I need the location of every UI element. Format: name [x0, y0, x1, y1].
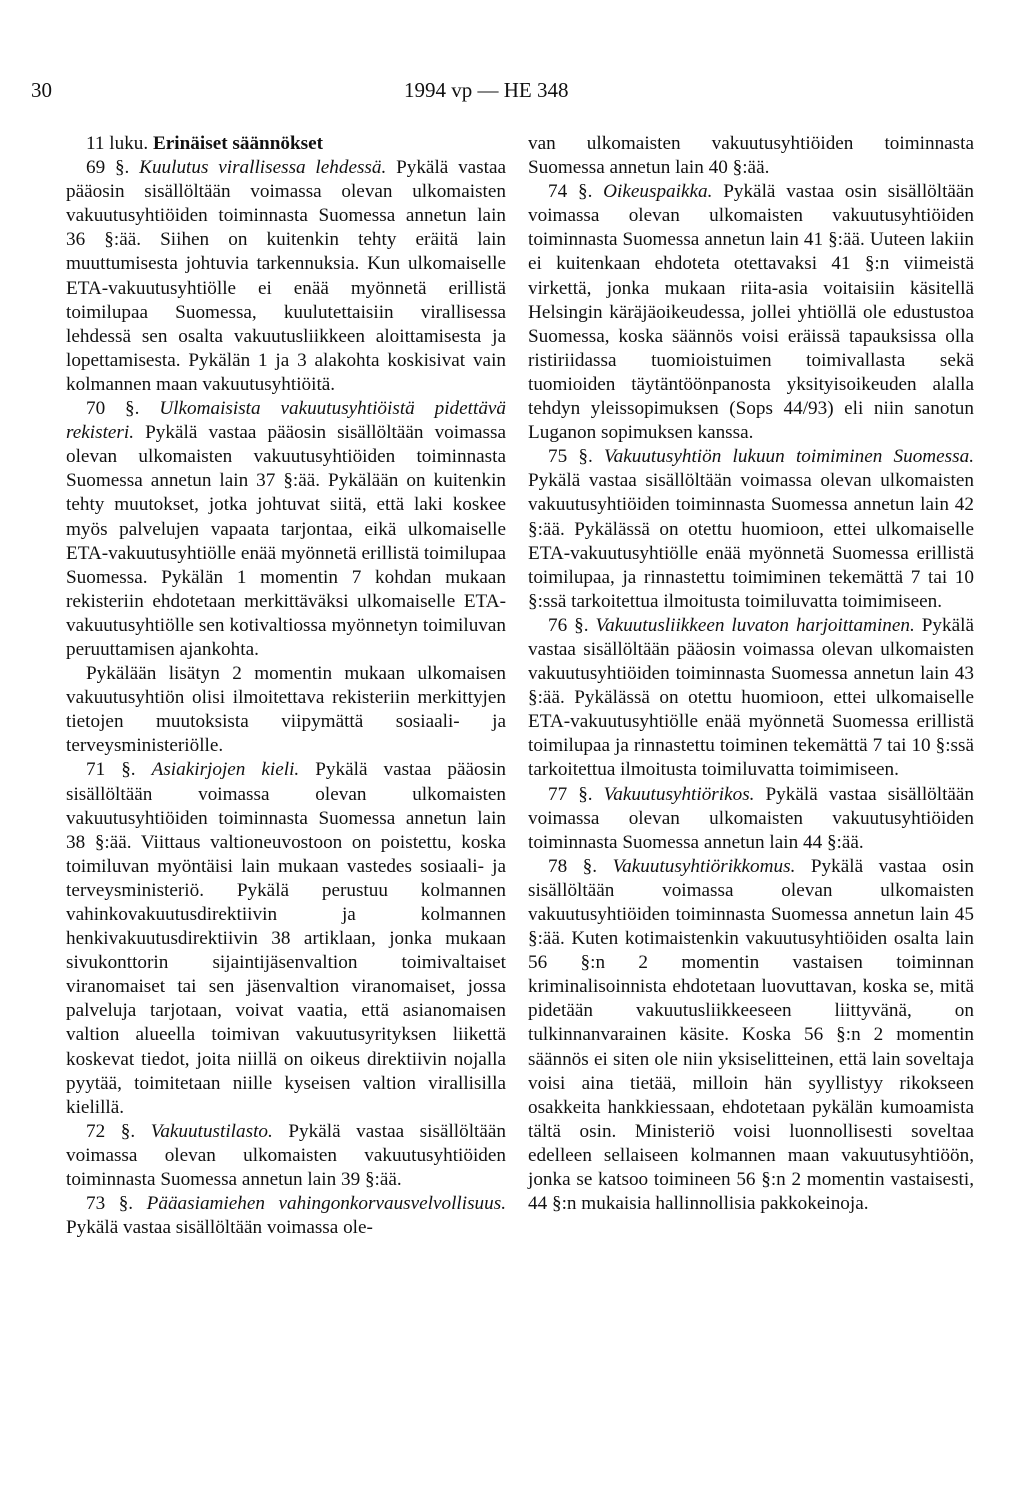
section-70 — [66, 397, 506, 662]
section-text: Pykälä vastaa pääosin sisällöltään voimassa olevan ulkomaisten vakuutusyhtiöiden toiminnasta Suomessa annetun lain 38 §:ää. Viittaus valtioneuvostoon on poistettu, koska toimiluvan myöntäisi lain mukaan vastedes sosiaali- ja terveysministeriö. Pykälä perustuu kolmannen vahinkovakuutusdirektiivin ja kolmannen henkivakuutusdirektiivin 38 artiklaan, jonka mukaan sivukonttorin sijaintijäsenvaltion toimivaltaiset viranomaiset tai sen jäsenvaltion viranomaiset, jossa palveluja tarjotaan, voivat vaatia, että asianomaisen valtion alueella toimivan vakuutusyrityksen liikettä koskevat tiedot, joita niillä on oikeus direktiivin nojalla pyytää, toimitetaan niille kyseisen valtion virallisilla kielillä. — [66, 759, 507, 1118]
section-title: Kuulutus virallisessa lehdessä. — [139, 157, 387, 179]
section-77 — [528, 783, 974, 855]
section-text: Pykälä vastaa sisällöltään voimassa olevan ulkomaisten vakuutusyhtiöiden toiminnasta Suomessa annetun lain 44 §:ää. — [528, 783, 975, 853]
section-number: 76 §. — [548, 614, 589, 636]
section-76 — [528, 614, 974, 783]
section-text: Pykälä vastaa pääosin sisällöltään voimassa olevan ulkomaisten vakuutusyhtiöiden toiminnasta Suomessa annetun lain 36 §:ää. Siihen on kuitenkin tehty eräitä lain muuttumisesta johtuvia tarkennuksia. Kun ulkomaiselle ETA-vakuutusyhtiölle ei enää myönnetä erillistä toimilupaa Suomessa, kuulutettaisiin virallisessa lehdessä sen osalta vakuutusliikkeen aloittamisesta ja lopettamisesta. Pykälän 1 ja 3 alakohta koskisivat vain kolmannen maan vakuutusyhtiöitä. — [66, 157, 507, 395]
section-75 — [528, 445, 974, 614]
section-text: Pykälä vastaa pääosin sisällöltään voimassa olevan ulkomaisten vakuutusyhtiöiden toiminnasta Suomessa annetun lain 37 §:ää. Pykälään on kuitenkin tehty muutokset, jotka johtuvat siitä, että laki koskee myös palvelujen vapaata tarjontaa, eikä ulkomaiselle ETA-vakuutusyhtiölle enää myönnetä erillistä toimilupaa Suomessa. Pykälän 1 momentin 7 kohdan mukaan rekisteriin ehdotetaan merkittäväksi ulkomaiselle ETA-vakuutusyhtiölle sen kotivaltiossa myönnetyn toimiluvan peruuttamisen ajankohta. — [66, 422, 506, 660]
section-title: Oikeuspaikka. — [603, 181, 713, 203]
section-text: Pykälä vastaa sisällöltään voimassa ole- — [66, 1217, 373, 1239]
section-text: Pykälä vastaa sisällöltään voimassa olevan ulkomaisten vakuutusyhtiöiden toiminnasta Suomessa annetun lain 39 §:ää. — [66, 1120, 507, 1191]
section-74 — [528, 180, 974, 445]
section-number: 75 §. — [548, 446, 593, 468]
section-number: 77 §. — [548, 783, 593, 805]
chapter-label: 11 luku. — [86, 133, 149, 154]
section-number: 73 §. — [86, 1193, 134, 1215]
section-title: Asiakirjojen kieli. — [151, 759, 300, 781]
section-title: Vakuutusyhtiörikkomus. — [612, 855, 796, 877]
section-71 — [66, 758, 506, 1119]
section-69 — [66, 156, 506, 397]
section-title: Vakuutusyhtiön lukuun toimiminen Suomessa. — [604, 446, 975, 468]
left-column — [66, 132, 506, 1240]
page-number: 30 — [31, 78, 52, 102]
section-73 — [66, 1192, 506, 1240]
section-title: Vakuutusyhtiörikos. — [603, 783, 755, 805]
section-number: 74 §. — [548, 181, 593, 203]
section-text: Pykälä vastaa sisällöltään voimassa olevan ulkomaisten vakuutusyhtiöiden toiminnasta Suomessa annetun lain 42 §:ää. Pykälässä on otettu huomioon, ettei ulkomaiselle ETA-vakuutusyhtiölle enää myönnetä Suomessa erillistä toimilupaa, ja rinnastettu toimiminen tekemättä 7 tai 10 §:ssä tarkoitettua ilmoitusta toimiluvatta toimimiseen. — [528, 470, 974, 612]
section-number: 72 §. — [86, 1120, 136, 1142]
section-text: Pykälä vastaa osin sisällöltään voimassa olevan ulkomaisten vakuutusyhtiöiden toiminnasta Suomessa annetun lain 45 §:ää. Kuten kotimaistenkin vakuutusyhtiöiden osalta lain 56 §:n 2 momentin vastaisen toiminnan kriminalisoinnista ehdotetaan luovuttavan, koska se, mitä pidetään vakuutusliikkeeseen liittyvänä, on tulkinnanvarainen käsite. Koska 56 §:n 2 momentin säännös ei siten ole niin yksiselitteinen, että lain soveltaja voisi aina tietää, milloin hän syyllistyy rikokseen osakkeita hankkiessaan, ehdotetaan pykälän kumoamista tältä osin. Ministeriö voisi luonnollisesti soveltaa edelleen sellaiseen kolmannen maan vakuutusyhtiöön, jonka se katsoo toimineen 56 §:n 2 momentin vastaisesti, 44 §:n mukaisia hallinnollisia pakkokeinoja. — [528, 855, 975, 1215]
section-title: Vakuutustilasto. — [150, 1120, 273, 1142]
section-number: 69 §. — [86, 157, 130, 179]
section-text: Pykälä vastaa sisällöltään pääosin voimassa olevan ulkomaisten vakuutusyhtiöiden toiminnasta Suomessa annetun lain 43 §:ää. Pykälässä on otettu huomioon, ettei ulkomaiselle ETA-vakuutusyhtiölle enää myönnetä Suomessa erillistä toimilupaa ja rinnastettu toiminen tekemättä 7 tai 10 §:ssä tarkoitettua ilmoitusta toimiluvatta toimimiseen. — [528, 614, 974, 781]
section-title: Vakuutusliikkeen luvaton harjoittaminen. — [595, 614, 915, 636]
section-number: 70 §. — [86, 398, 140, 420]
right-column — [528, 132, 974, 1216]
chapter-heading — [66, 132, 506, 156]
chapter-title: Erinäiset säännökset — [152, 133, 324, 154]
section-number: 71 §. — [86, 759, 136, 781]
section-72 — [66, 1120, 506, 1192]
running-title: 1994 vp — HE 348 — [404, 78, 569, 102]
section-number: 78 §. — [548, 855, 598, 877]
section-70-paragraph-2: Pykälään lisätyn 2 momentin mukaan ulkomaisen vakuutusyhtiön olisi ilmoitettava rekisteriin merkittyjen tietojen muutoksista viipymättä sosiaali- ja terveysministeriölle. — [66, 663, 506, 757]
section-text: Pykälä vastaa osin sisällöltään voimassa olevan ulkomaisten vakuutusyhtiöiden toiminnasta Suomessa annetun lain 41 §:ää. Uuteen lakiin ei kuitenkaan ehdoteta otettavaksi 41 §:n viimeistä virkettä, jonka mukaan riita-asia voitaisiin käsitellä Helsingin käräjäoikeudessa, jollei yhtiöllä ole edustustoa Suomessa, koska säännös voisi eräissä tapauksissa olla ristiriidassa tuomioistuimen toimivallasta sekä tuomioiden täytäntöönpanosta yksityisoikeuden alalla tehdyn yleissopimuksen (Sops 44/93) eli niin sanotun Luganon sopimuksen kanssa. — [528, 181, 975, 444]
section-title: Ulkomaisista vakuutusyhtiöistä pidettävä rekisteri. — [66, 398, 507, 444]
section-78 — [528, 855, 974, 1216]
section-73-continuation: van ulkomaisten vakuutusyhtiöiden toiminnasta Suomessa annetun lain 40 §:ää. — [528, 133, 974, 179]
section-title: Pääasiamiehen vahingonkorvausvelvollisuus. — [146, 1193, 507, 1215]
